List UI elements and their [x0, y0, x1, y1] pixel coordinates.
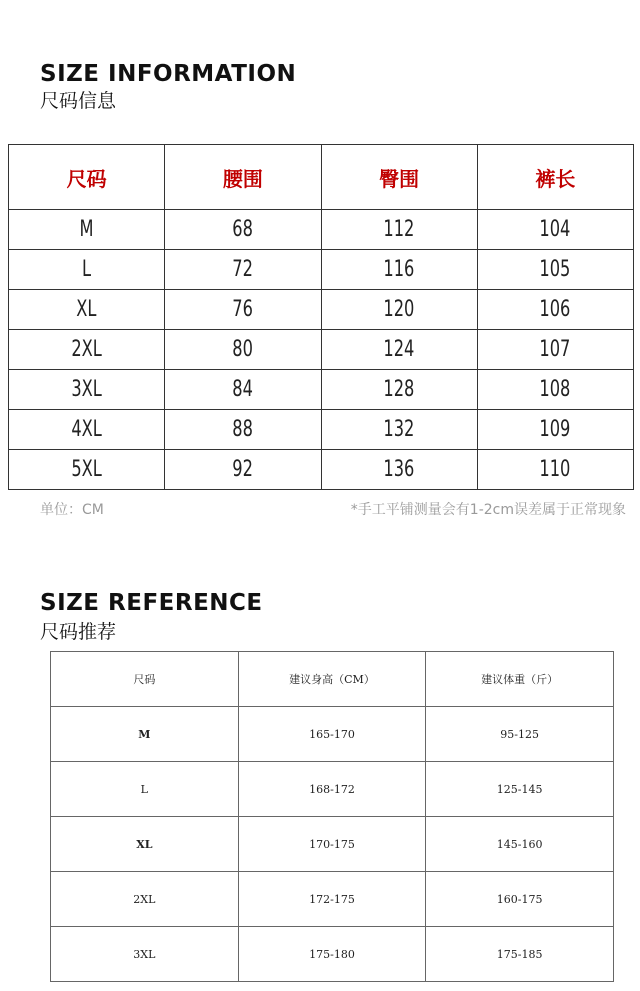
table-cell: 175-185 [426, 927, 614, 982]
table-row [9, 370, 634, 410]
table-header-row [51, 652, 614, 707]
table-cell: 112 [321, 210, 477, 250]
table-cell: 160-175 [426, 872, 614, 927]
size-reference-table [50, 651, 614, 982]
column-header-hip: 臀围 [321, 145, 477, 210]
table-cell: 104 [477, 210, 633, 250]
table-cell: 109 [477, 410, 633, 450]
table-row [51, 817, 614, 872]
table-cell: 2XL [9, 330, 165, 370]
table-cell: 3XL [51, 927, 239, 982]
table-row [9, 250, 634, 290]
table-cell: 165-170 [238, 707, 426, 762]
table-cell: 3XL [9, 370, 165, 410]
table-cell: 4XL [9, 410, 165, 450]
table-cell: L [9, 250, 165, 290]
table-cell: 172-175 [238, 872, 426, 927]
measurement-note: *手工平铺测量会有1-2cm误差属于正常现象 [350, 502, 626, 518]
table-cell: M [9, 210, 165, 250]
column-header-size: 尺码 [9, 145, 165, 210]
table-cell: 168-172 [238, 762, 426, 817]
table-row [51, 707, 614, 762]
size-reference-title: SIZE REFERENCE [40, 590, 263, 616]
table-cell: 128 [321, 370, 477, 410]
table-cell: L [51, 762, 239, 817]
column-header-length: 裤长 [477, 145, 633, 210]
column-header-size: 尺码 [51, 652, 239, 707]
column-header-height: 建议身高（CM） [238, 652, 426, 707]
table-cell: 5XL [9, 450, 165, 490]
size-information-subtitle: 尺码信息 [40, 90, 117, 112]
size-reference-subtitle: 尺码推荐 [40, 621, 117, 643]
table-row [51, 762, 614, 817]
unit-note: 单位：CM [40, 502, 104, 518]
table-cell: 175-180 [238, 927, 426, 982]
table-cell: 125-145 [426, 762, 614, 817]
table-cell: 84 [165, 370, 321, 410]
table-cell: XL [9, 290, 165, 330]
table-cell: 136 [321, 450, 477, 490]
table-cell: 106 [477, 290, 633, 330]
table-header-row [9, 145, 634, 210]
table-cell: 107 [477, 330, 633, 370]
table-cell: 80 [165, 330, 321, 370]
table-row [9, 210, 634, 250]
column-header-weight: 建议体重（斤） [426, 652, 614, 707]
table-cell: 145-160 [426, 817, 614, 872]
table-row [9, 330, 634, 370]
table-cell: 120 [321, 290, 477, 330]
table-cell: 76 [165, 290, 321, 330]
table-cell: 124 [321, 330, 477, 370]
table-cell: 92 [165, 450, 321, 490]
table-row [9, 290, 634, 330]
table-cell: 72 [165, 250, 321, 290]
table-row [9, 450, 634, 490]
table-cell: 2XL [51, 872, 239, 927]
table-cell: 105 [477, 250, 633, 290]
table-cell: 116 [321, 250, 477, 290]
table-cell: XL [51, 817, 239, 872]
table-cell: 170-175 [238, 817, 426, 872]
size-information-table [8, 144, 634, 490]
table-cell: 88 [165, 410, 321, 450]
column-header-waist: 腰围 [165, 145, 321, 210]
table-cell: M [51, 707, 239, 762]
table-cell: 95-125 [426, 707, 614, 762]
table-cell: 132 [321, 410, 477, 450]
size-information-title: SIZE INFORMATION [40, 61, 297, 87]
table-cell: 68 [165, 210, 321, 250]
table-row [9, 410, 634, 450]
table-cell: 108 [477, 370, 633, 410]
table-row [51, 872, 614, 927]
table-cell: 110 [477, 450, 633, 490]
table-row [51, 927, 614, 982]
